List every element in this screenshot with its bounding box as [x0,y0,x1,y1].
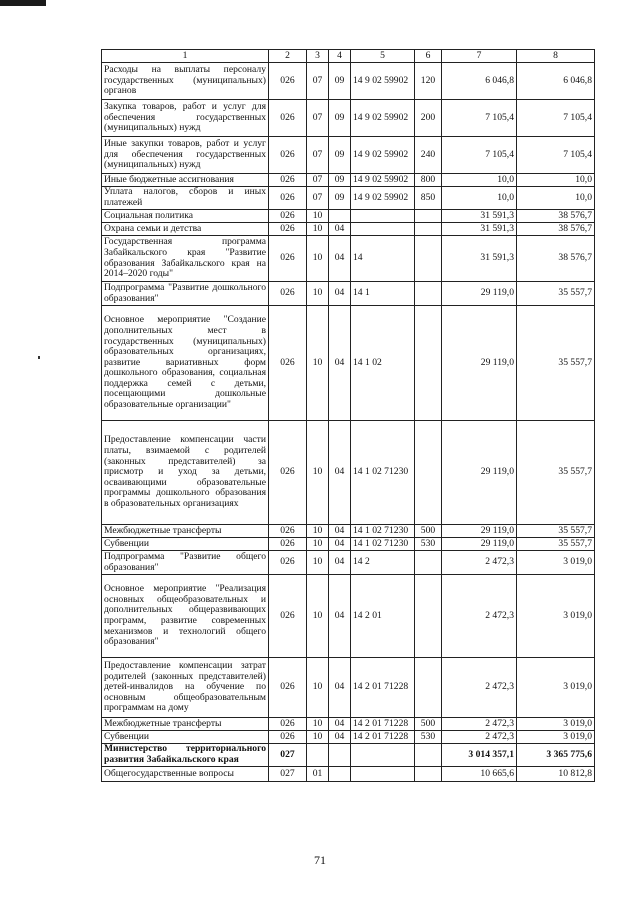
cell-name: Предоставление компенсации части платы, взимаемой с родителей (законных представителей) за присмотр и уход за детьми, осваивающими образовательные программы дошкольного образования в образовательных организациях [102,421,269,525]
cell-amount-1: 2 472,3 [442,658,517,718]
cell-amount-2: 38 576,7 [517,223,595,236]
cell-amount-1: 2 472,3 [442,731,517,744]
table-row [102,551,595,575]
cell-code: 026 [269,210,307,223]
cell-amount-2: 35 557,7 [517,306,595,421]
cell-amount-2: 7 105,4 [517,137,595,174]
budget-table [101,49,595,782]
cell-amount-1: 31 591,3 [442,223,517,236]
cell-amount-2: 38 576,7 [517,210,595,223]
scan-corner-mark [0,0,46,6]
cell-target-article [351,210,415,223]
cell-amount-2: 3 019,0 [517,731,595,744]
cell-expense-type: 800 [415,174,442,187]
cell-expense-type [415,658,442,718]
cell-subsection [329,210,351,223]
table-body [102,63,595,782]
cell-subsection: 04 [329,658,351,718]
table-row [102,210,595,223]
cell-amount-2: 35 557,7 [517,525,595,538]
cell-amount-1: 3 014 357,1 [442,744,517,767]
cell-code: 026 [269,282,307,306]
cell-target-article: 14 1 02 71230 [351,421,415,525]
cell-amount-2: 38 576,7 [517,236,595,282]
cell-section: 10 [307,306,329,421]
col-header-code: 2 [269,50,307,63]
cell-expense-type: 200 [415,100,442,137]
cell-name: Межбюджетные трансферты [102,525,269,538]
cell-code: 026 [269,236,307,282]
cell-expense-type: 500 [415,525,442,538]
cell-amount-2: 35 557,7 [517,282,595,306]
cell-subsection: 04 [329,421,351,525]
cell-subsection: 04 [329,538,351,551]
cell-code: 026 [269,100,307,137]
cell-code: 026 [269,187,307,210]
cell-expense-type: 530 [415,731,442,744]
cell-code: 026 [269,575,307,658]
table-row [102,137,595,174]
cell-code: 026 [269,63,307,100]
cell-name: Субвенции [102,538,269,551]
cell-name: Межбюджетные трансферты [102,718,269,731]
cell-section: 07 [307,187,329,210]
cell-section: 10 [307,551,329,575]
col-header-section: 3 [307,50,329,63]
col-header-name: 1 [102,50,269,63]
cell-code: 026 [269,137,307,174]
cell-section: 07 [307,100,329,137]
table-row [102,63,595,100]
cell-amount-1: 29 119,0 [442,538,517,551]
cell-amount-2: 35 557,7 [517,421,595,525]
cell-subsection: 04 [329,731,351,744]
table-row [102,174,595,187]
cell-target-article: 14 1 02 71230 [351,525,415,538]
cell-target-article: 14 1 02 [351,306,415,421]
cell-expense-type: 530 [415,538,442,551]
cell-expense-type [415,575,442,658]
cell-amount-1: 7 105,4 [442,137,517,174]
cell-expense-type [415,210,442,223]
cell-section: 10 [307,421,329,525]
cell-section: 07 [307,174,329,187]
table-row [102,187,595,210]
cell-amount-1: 2 472,3 [442,575,517,658]
col-header-expense-type: 6 [415,50,442,63]
cell-subsection: 09 [329,187,351,210]
cell-amount-2: 10,0 [517,174,595,187]
cell-name: Предоставление компенсации затрат родителей (законных представителей) детей-инвалидов на обучение по основным общеобразовательным программам на дому [102,658,269,718]
cell-name: Государственная программа Забайкальского края "Развитие образования Забайкальского края на 2014–2020 годы" [102,236,269,282]
cell-name: Субвенции [102,731,269,744]
cell-expense-type: 500 [415,718,442,731]
cell-name: Охрана семьи и детства [102,223,269,236]
cell-subsection [329,767,351,782]
cell-name: Министерство территориального развития Забайкальского края [102,744,269,767]
cell-section: 10 [307,282,329,306]
table-row [102,282,595,306]
cell-expense-type [415,223,442,236]
table-row [102,538,595,551]
cell-subsection: 09 [329,63,351,100]
cell-name: Социальная политика [102,210,269,223]
table-row [102,767,595,782]
cell-amount-1: 29 119,0 [442,421,517,525]
cell-amount-2: 3 019,0 [517,575,595,658]
cell-subsection: 04 [329,236,351,282]
cell-name: Основное мероприятие "Создание дополнительных мест в государственных (муниципальных) образовательных организациях, развитие вариативных форм дошкольного образования, социальная поддержка семей с детьми, посещающими дошкольные образовательные организации" [102,306,269,421]
cell-expense-type [415,421,442,525]
cell-subsection: 04 [329,306,351,421]
cell-name: Общегосударственные вопросы [102,767,269,782]
cell-code: 026 [269,718,307,731]
col-header-amount-2: 8 [517,50,595,63]
cell-subsection: 09 [329,100,351,137]
cell-section: 10 [307,538,329,551]
cell-amount-1: 10,0 [442,174,517,187]
cell-target-article: 14 2 01 [351,575,415,658]
cell-code: 026 [269,223,307,236]
cell-expense-type [415,306,442,421]
table-row [102,223,595,236]
cell-amount-2: 10 812,8 [517,767,595,782]
cell-section: 07 [307,137,329,174]
cell-expense-type: 850 [415,187,442,210]
col-header-amount-1: 7 [442,50,517,63]
cell-amount-1: 31 591,3 [442,210,517,223]
cell-name: Подпрограмма "Развитие общего образования" [102,551,269,575]
cell-target-article [351,744,415,767]
cell-name: Иные закупки товаров, работ и услуг для обеспечения государственных (муниципальных) нужд [102,137,269,174]
cell-subsection: 04 [329,551,351,575]
cell-section: 10 [307,575,329,658]
cell-code: 026 [269,658,307,718]
table-row [102,575,595,658]
cell-amount-2: 3 019,0 [517,718,595,731]
cell-amount-1: 2 472,3 [442,551,517,575]
cell-expense-type: 120 [415,63,442,100]
table-row [102,525,595,538]
cell-subsection: 04 [329,575,351,658]
table-row [102,731,595,744]
cell-target-article: 14 1 02 71230 [351,538,415,551]
cell-target-article: 14 1 [351,282,415,306]
cell-code: 026 [269,551,307,575]
cell-code: 026 [269,421,307,525]
cell-code: 027 [269,767,307,782]
page-number: 71 [314,853,326,867]
cell-section: 10 [307,236,329,282]
cell-section [307,744,329,767]
table-row [102,100,595,137]
cell-subsection: 04 [329,525,351,538]
cell-code: 026 [269,174,307,187]
scan-side-mark [38,356,40,359]
cell-name: Подпрограмма "Развитие дошкольного образования" [102,282,269,306]
cell-code: 027 [269,744,307,767]
cell-subsection: 04 [329,223,351,236]
cell-section: 07 [307,63,329,100]
cell-target-article: 14 9 02 59902 [351,63,415,100]
cell-amount-1: 7 105,4 [442,100,517,137]
cell-section: 10 [307,718,329,731]
cell-subsection: 04 [329,718,351,731]
cell-amount-2: 6 046,8 [517,63,595,100]
cell-amount-2: 3 019,0 [517,551,595,575]
cell-expense-type [415,236,442,282]
cell-amount-2: 3 019,0 [517,658,595,718]
cell-amount-1: 29 119,0 [442,282,517,306]
cell-expense-type: 240 [415,137,442,174]
cell-subsection: 09 [329,174,351,187]
cell-target-article: 14 9 02 59902 [351,137,415,174]
cell-section: 10 [307,223,329,236]
cell-amount-2: 10,0 [517,187,595,210]
col-header-target-article: 5 [351,50,415,63]
cell-name: Иные бюджетные ассигнования [102,174,269,187]
cell-target-article: 14 2 01 71228 [351,718,415,731]
cell-expense-type [415,744,442,767]
table-row [102,744,595,767]
cell-subsection: 09 [329,137,351,174]
table-row [102,421,595,525]
table-header-row [102,50,595,63]
cell-code: 026 [269,306,307,421]
cell-target-article: 14 2 [351,551,415,575]
cell-section: 10 [307,210,329,223]
cell-code: 026 [269,538,307,551]
cell-target-article [351,767,415,782]
cell-target-article: 14 [351,236,415,282]
cell-amount-1: 29 119,0 [442,525,517,538]
cell-amount-1: 10 665,6 [442,767,517,782]
cell-name: Уплата налогов, сборов и иных платежей [102,187,269,210]
cell-amount-1: 10,0 [442,187,517,210]
cell-name: Закупка товаров, работ и услуг для обеспечения государственных (муниципальных) нужд [102,100,269,137]
cell-name: Расходы на выплаты персоналу государственных (муниципальных) органов [102,63,269,100]
col-header-subsection: 4 [329,50,351,63]
cell-code: 026 [269,731,307,744]
cell-code: 026 [269,525,307,538]
cell-amount-1: 2 472,3 [442,718,517,731]
cell-target-article: 14 9 02 59902 [351,174,415,187]
cell-target-article: 14 9 02 59902 [351,100,415,137]
cell-expense-type [415,551,442,575]
cell-section: 10 [307,731,329,744]
cell-expense-type [415,282,442,306]
cell-amount-2: 35 557,7 [517,538,595,551]
cell-target-article: 14 2 01 71228 [351,731,415,744]
cell-amount-1: 29 119,0 [442,306,517,421]
cell-subsection: 04 [329,282,351,306]
cell-subsection [329,744,351,767]
cell-section: 10 [307,658,329,718]
cell-target-article [351,223,415,236]
cell-section: 10 [307,525,329,538]
cell-amount-2: 3 365 775,6 [517,744,595,767]
table-row [102,718,595,731]
cell-target-article: 14 2 01 71228 [351,658,415,718]
cell-amount-2: 7 105,4 [517,100,595,137]
cell-amount-1: 31 591,3 [442,236,517,282]
cell-expense-type [415,767,442,782]
cell-amount-1: 6 046,8 [442,63,517,100]
cell-section: 01 [307,767,329,782]
table-row [102,236,595,282]
cell-target-article: 14 9 02 59902 [351,187,415,210]
table-row [102,306,595,421]
cell-name: Основное мероприятие "Реализация основных общеобразовательных и дополнительных общеразвивающих программ, развитие современных механизмов и технологий общего образования" [102,575,269,658]
table-row [102,658,595,718]
